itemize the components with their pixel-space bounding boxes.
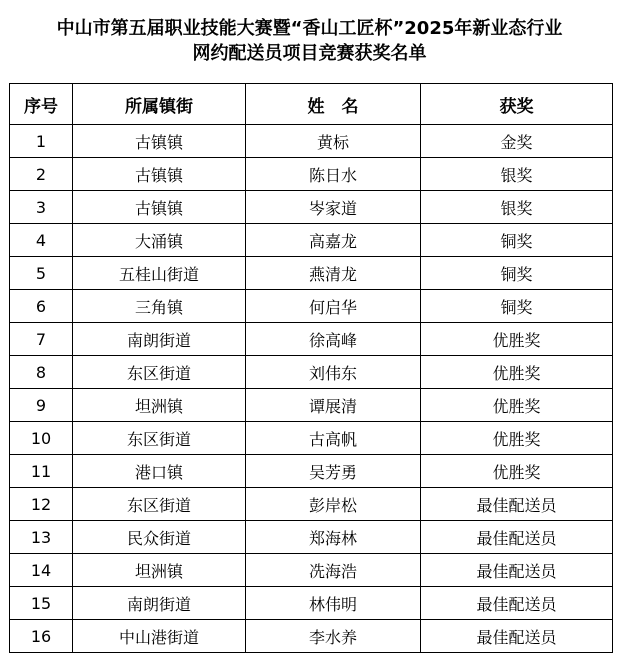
cell-name: 吴芳勇 xyxy=(246,455,421,488)
cell-name: 谭展清 xyxy=(246,389,421,422)
cell-award: 最佳配送员 xyxy=(421,488,613,521)
header-number: 序号 xyxy=(10,84,73,125)
table-row xyxy=(10,455,613,488)
cell-award: 银奖 xyxy=(421,191,613,224)
cell-district: 五桂山街道 xyxy=(73,257,246,290)
cell-award: 优胜奖 xyxy=(421,356,613,389)
cell-name: 刘伟东 xyxy=(246,356,421,389)
cell-district: 东区街道 xyxy=(73,422,246,455)
cell-award: 最佳配送员 xyxy=(421,521,613,554)
table-row xyxy=(10,158,613,191)
cell-district: 港口镇 xyxy=(73,455,246,488)
header-district: 所属镇街 xyxy=(73,84,246,125)
cell-award: 最佳配送员 xyxy=(421,554,613,587)
cell-district: 古镇镇 xyxy=(73,125,246,158)
cell-award: 铜奖 xyxy=(421,290,613,323)
cell-name: 郑海林 xyxy=(246,521,421,554)
cell-district: 南朗街道 xyxy=(73,323,246,356)
table-row xyxy=(10,125,613,158)
cell-award: 最佳配送员 xyxy=(421,587,613,620)
cell-number: 13 xyxy=(10,521,73,554)
table-row xyxy=(10,323,613,356)
table-header-row xyxy=(10,84,613,125)
cell-award: 优胜奖 xyxy=(421,422,613,455)
cell-number: 10 xyxy=(10,422,73,455)
cell-award: 铜奖 xyxy=(421,257,613,290)
cell-number: 6 xyxy=(10,290,73,323)
cell-district: 大涌镇 xyxy=(73,224,246,257)
cell-number: 3 xyxy=(10,191,73,224)
cell-award: 优胜奖 xyxy=(421,455,613,488)
table-row xyxy=(10,587,613,620)
header-name: 姓 名 xyxy=(246,84,421,125)
cell-name: 徐高峰 xyxy=(246,323,421,356)
cell-number: 14 xyxy=(10,554,73,587)
table-row xyxy=(10,488,613,521)
cell-district: 坦洲镇 xyxy=(73,389,246,422)
cell-award: 优胜奖 xyxy=(421,389,613,422)
cell-name: 岑家道 xyxy=(246,191,421,224)
cell-name: 李水养 xyxy=(246,620,421,653)
cell-number: 15 xyxy=(10,587,73,620)
cell-name: 古高帆 xyxy=(246,422,421,455)
cell-number: 12 xyxy=(10,488,73,521)
cell-name: 彭岸松 xyxy=(246,488,421,521)
cell-district: 坦洲镇 xyxy=(73,554,246,587)
cell-district: 东区街道 xyxy=(73,488,246,521)
table-row xyxy=(10,521,613,554)
table-row xyxy=(10,356,613,389)
cell-name: 陈日水 xyxy=(246,158,421,191)
cell-number: 5 xyxy=(10,257,73,290)
cell-name: 林伟明 xyxy=(246,587,421,620)
cell-number: 11 xyxy=(10,455,73,488)
award-table xyxy=(9,83,613,653)
cell-name: 何启华 xyxy=(246,290,421,323)
title-line-1: 中山市第五届职业技能大赛暨“香山工匠杯”2025年新业态行业 xyxy=(56,18,563,39)
cell-district: 三角镇 xyxy=(73,290,246,323)
cell-number: 7 xyxy=(10,323,73,356)
cell-award: 金奖 xyxy=(421,125,613,158)
table-row xyxy=(10,389,613,422)
table-row xyxy=(10,257,613,290)
cell-number: 9 xyxy=(10,389,73,422)
cell-number: 2 xyxy=(10,158,73,191)
header-award: 获奖 xyxy=(421,84,613,125)
table-row xyxy=(10,422,613,455)
cell-award: 最佳配送员 xyxy=(421,620,613,653)
cell-award: 优胜奖 xyxy=(421,323,613,356)
cell-number: 8 xyxy=(10,356,73,389)
table-row xyxy=(10,554,613,587)
cell-name: 燕清龙 xyxy=(246,257,421,290)
cell-district: 民众街道 xyxy=(73,521,246,554)
table-row xyxy=(10,620,613,653)
cell-award: 铜奖 xyxy=(421,224,613,257)
cell-district: 东区街道 xyxy=(73,356,246,389)
table-row xyxy=(10,290,613,323)
table-row xyxy=(10,191,613,224)
cell-name: 黄标 xyxy=(246,125,421,158)
cell-number: 4 xyxy=(10,224,73,257)
cell-number: 16 xyxy=(10,620,73,653)
title-line-2: 网约配送员项目竞赛获奖名单 xyxy=(192,43,427,64)
cell-district: 古镇镇 xyxy=(73,191,246,224)
cell-district: 南朗街道 xyxy=(73,587,246,620)
cell-district: 中山港街道 xyxy=(73,620,246,653)
cell-name: 冼海浩 xyxy=(246,554,421,587)
table-row xyxy=(10,224,613,257)
cell-name: 高嘉龙 xyxy=(246,224,421,257)
cell-district: 古镇镇 xyxy=(73,158,246,191)
document-title xyxy=(0,16,619,66)
cell-number: 1 xyxy=(10,125,73,158)
cell-award: 银奖 xyxy=(421,158,613,191)
